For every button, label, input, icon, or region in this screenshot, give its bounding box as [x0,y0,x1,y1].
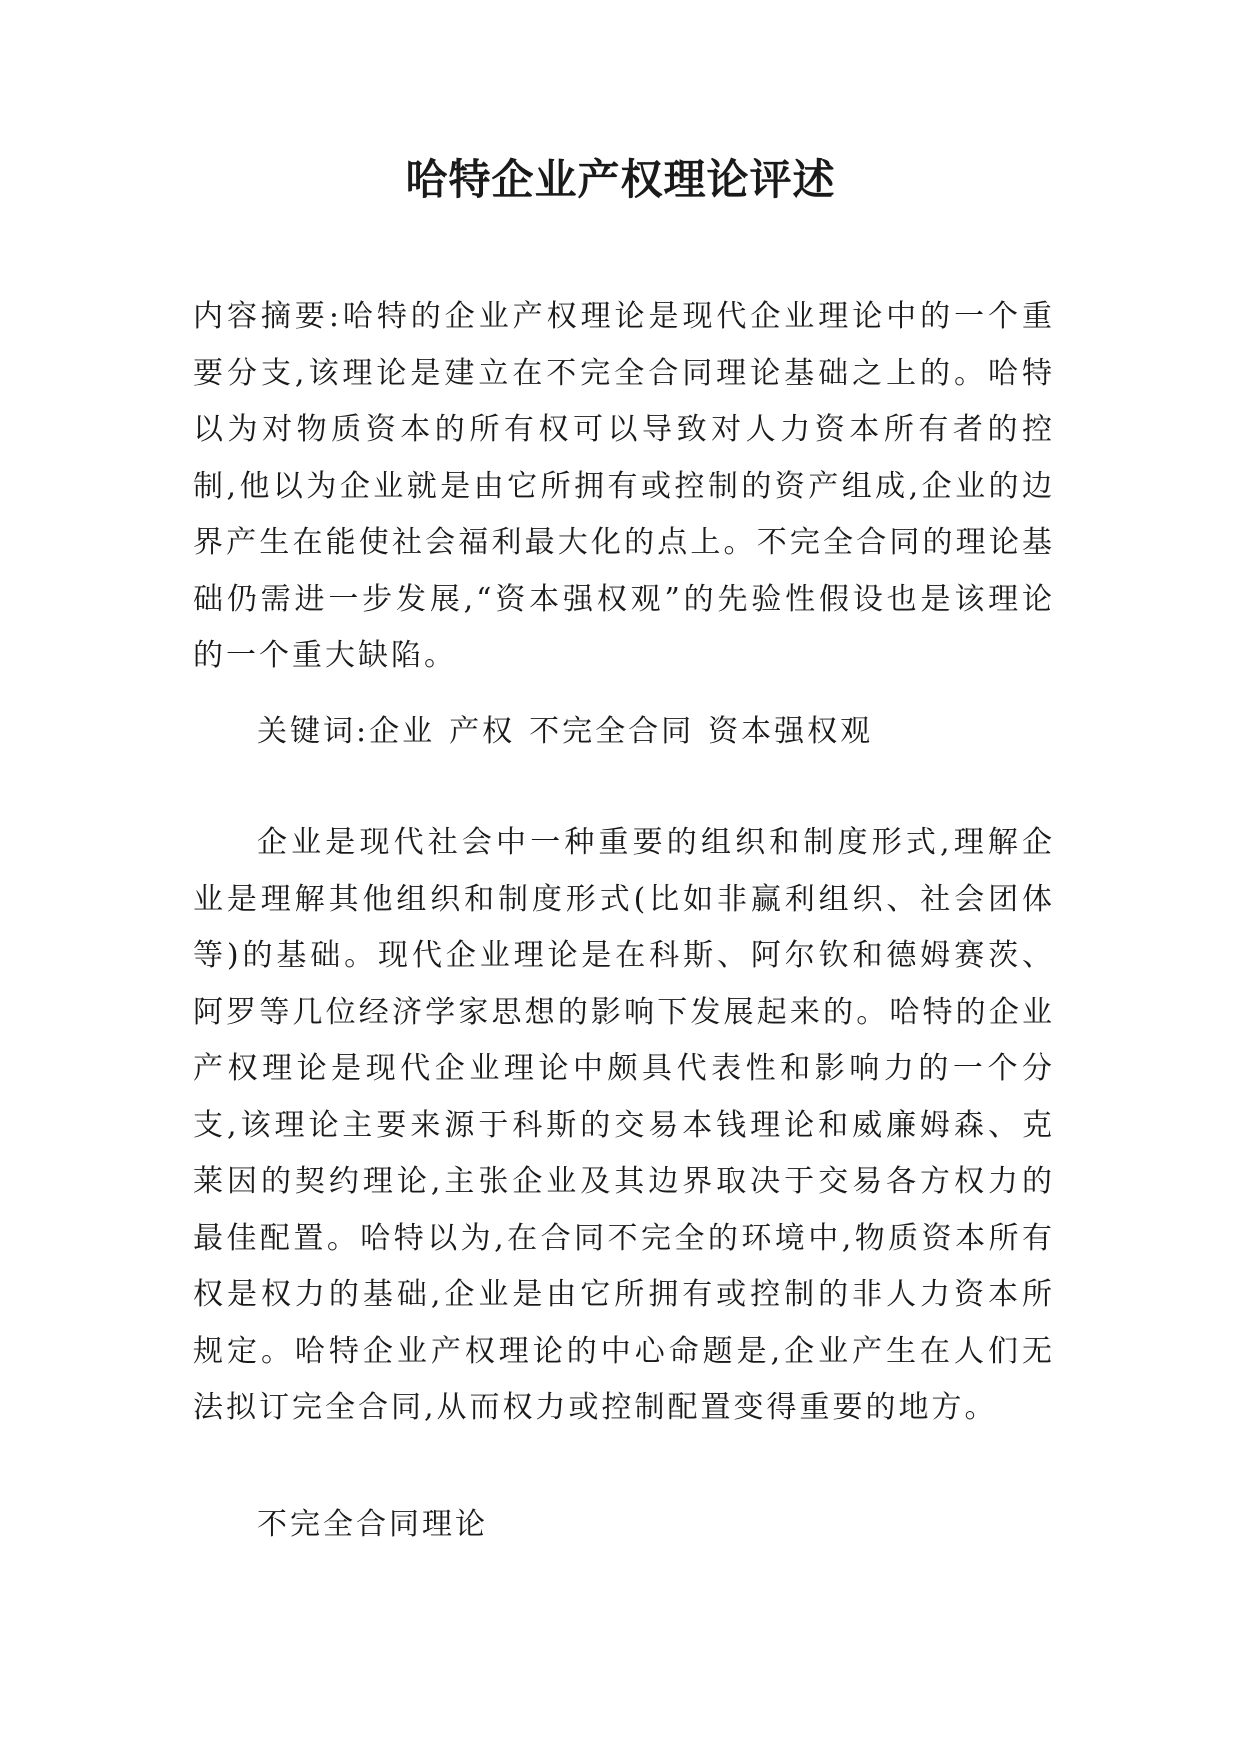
keyword-item: 企业 [369,714,436,749]
keyword-item: 资本强权观 [708,714,874,749]
keyword-item: 不完全合同 [529,714,695,749]
keywords-label: 关键词: [257,714,370,749]
abstract-paragraph: 内容摘要:哈特的企业产权理论是现代企业理论中的一个重要分支,该理论是建立在不完全合同理论基础之上的。哈特以为对物质资本的所有权可以导致对人力资本所有者的控制,他以为企业就是由它所拥有或控制的资产组成,企业的边界产生在能使社会福利最大化的点上。不完全合同的理论基础仍需进一步发展,“资本强权观”的先验性假设也是该理论的一个重大缺陷。 [193,299,1055,673]
document-title: 哈特企业产权理论评述 [405,155,836,204]
section-heading: 不完全合同理论 [257,1507,488,1542]
keyword-item: 产权 [449,714,516,749]
intro-paragraph: 企业是现代社会中一种重要的组织和制度形式,理解企业是理解其他组织和制度形式(比如非赢利组织、社会团体等)的基础。现代企业理论是在科斯、阿尔钦和德姆赛茨、阿罗等几位经济学家思想的影响下发展起来的。哈特的企业产权理论是现代企业理论中颇具代表性和影响力的一个分支,该理论主要来源于科斯的交易本钱理论和威廉姆森、克莱因的契约理论,主张企业及其边界取决于交易各方权力的最佳配置。哈特以为,在合同不完全的环境中,物质资本所有权是权力的基础,企业是由它所拥有或控制的非人力资本所规定。哈特企业产权理论的中心命题是,企业产生在人们无法拟订完全合同,从而权力或控制配置变得重要的地方。 [193,825,1055,1425]
keywords-line [193,704,1055,761]
